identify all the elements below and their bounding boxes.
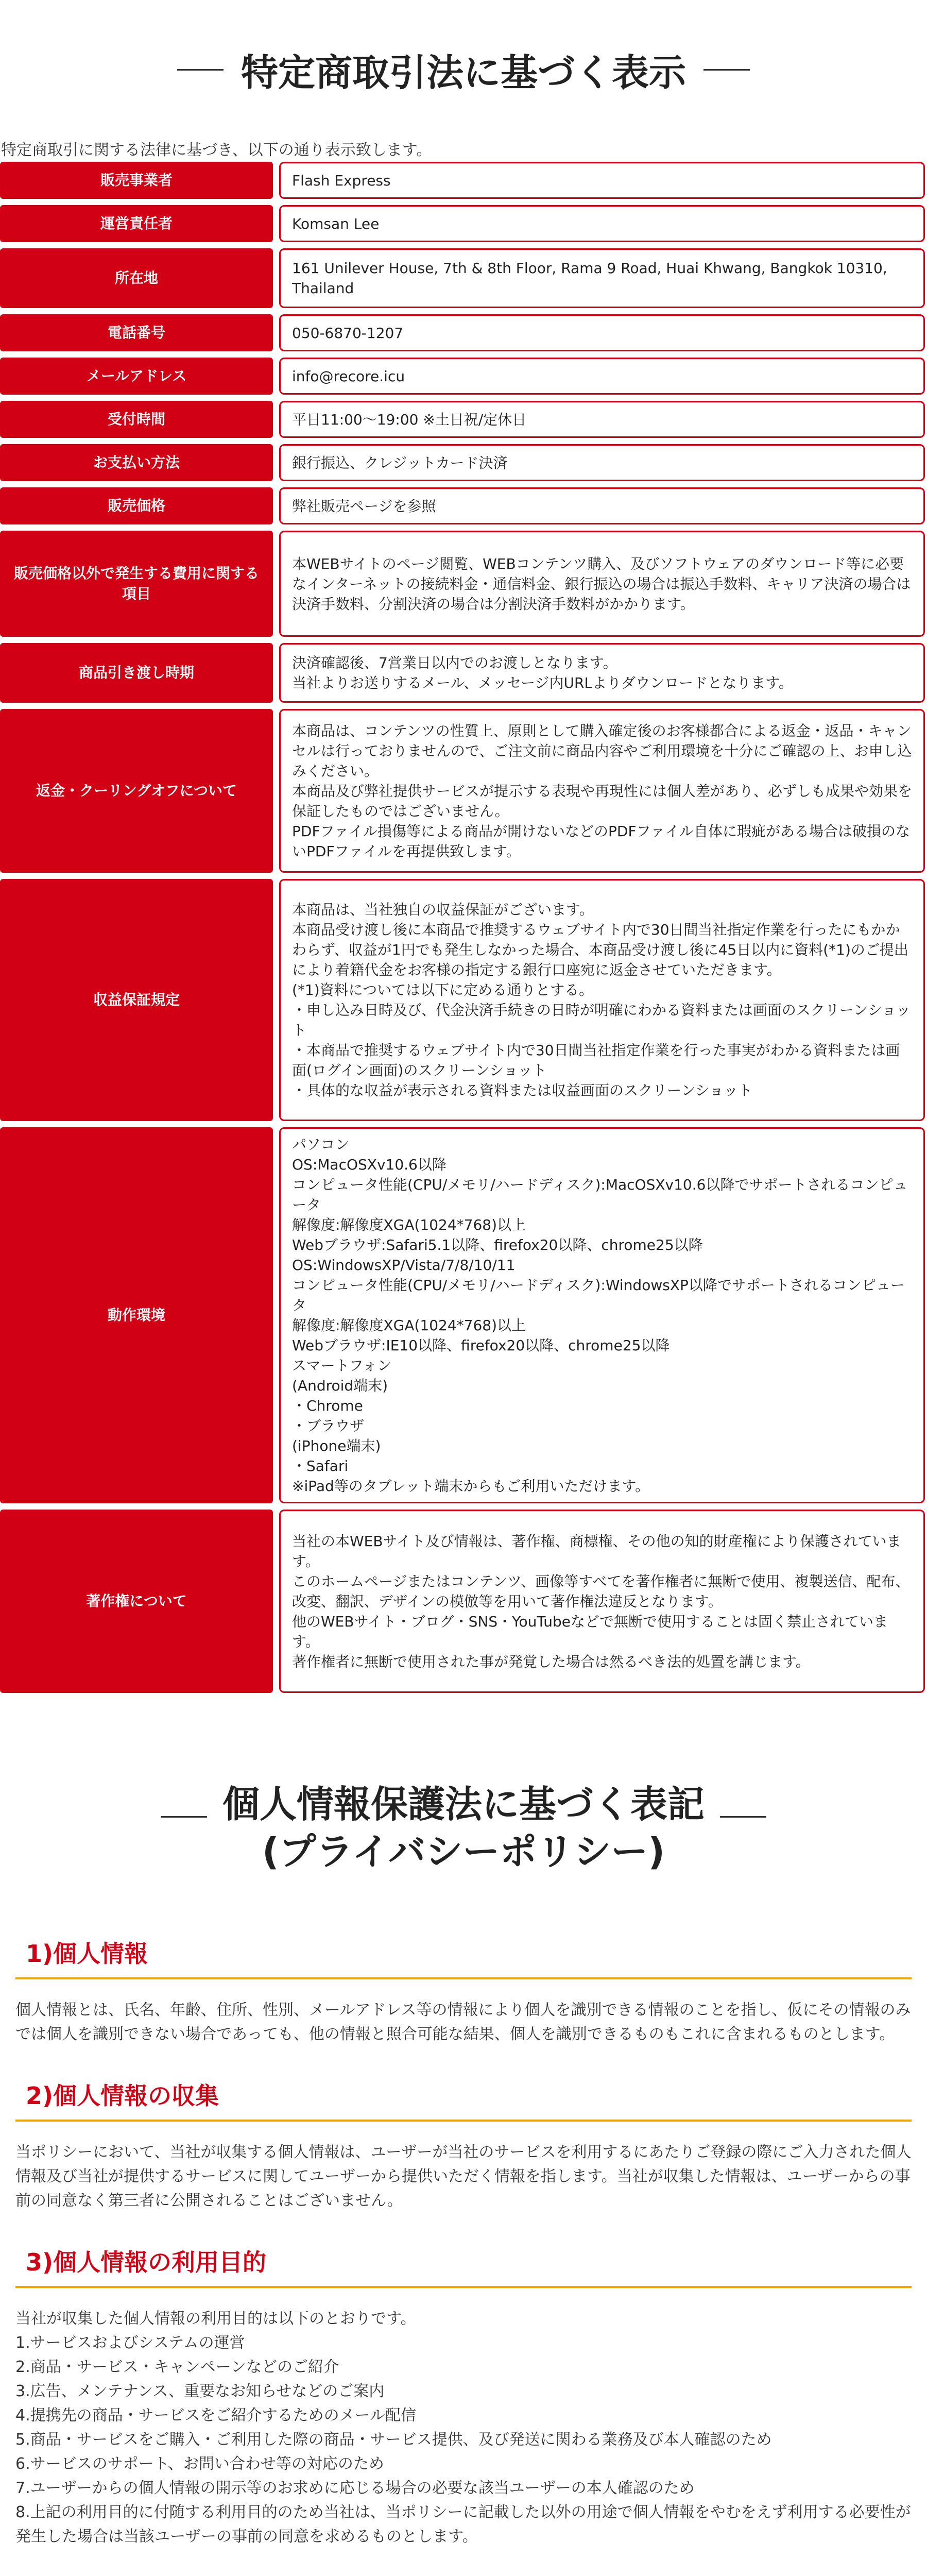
section-body: 当社が収集した個人情報の利用目的は以下のとおりです。 1.サービスおよびシステムの運営 2.商品・サービス・キャンペーンなどのご紹介 3.広告、メンテナンス、重要なお知らせなどのご案内 4.提携先の商品・サービスをご紹介するためのメール配信 5.商品・サービスをご購入・ご利用した際の商品・サービス提供、及び発送に関わる業務及び本人確認のため 6.サービスのサポート、お問い合わせ等の対応のため 7.ユーザーからの個人情報の開示等のお求めに応じる場合の必要な該当ユーザーの本人確認のため 8.上記の利用目的に付随する利用目的のため当社は、当ポリシーに記載した以外の用途で個人情報をやむをえず利用する必要性が発生した場合は当該ユーザーの事前の同意を求めるものとします。 <box>15 2310 911 2546</box>
privacy-subtitle: (プライバシーポリシー) <box>262 1830 665 1873</box>
table-row <box>0 205 925 242</box>
title-rule-right <box>703 69 750 71</box>
privacy-title-text: 個人情報保護法に基づく表記 <box>222 1783 705 1826</box>
row-value: info@recore.icu <box>279 358 925 395</box>
row-value: 050-6870-1207 <box>279 314 925 351</box>
table-row <box>0 358 925 395</box>
table-row <box>0 401 925 438</box>
table-row <box>0 248 925 308</box>
table-row <box>0 487 925 524</box>
row-label: メールアドレス <box>0 358 273 395</box>
table-row <box>0 444 925 481</box>
row-value: 本商品は、コンテンツの性質上、原則として購入確定後のお客様都合による返金・返品・キャンセルは行っておりませんので、ご注文前に商品内容やご利用環境を十分にご確認の上、お申し込みください。 本商品及び弊社提供サービスが提示する表現や再現性には個人差があり、必ずしも成果や効果を保証したものではございません。 PDFファイル損傷等による商品が開けないなどのPDFファイル自体に瑕疵がある場合は破損のないPDFファイルを再提供致します。 <box>279 709 925 873</box>
row-label: 電話番号 <box>0 314 273 351</box>
row-value: 本商品は、当社独自の収益保証がございます。 本商品受け渡し後に本商品で推奨するウェブサイト内で30日間当社指定作業を行ったにもかかわらず、収益が1円でも発生しなかった場合、本商品受け渡し後に45日以内に資料(*1)のご提出により着籍代金をお客様の指定する銀行口座宛に返金させていただきます。 (*1)資料については以下に定める通りとする。 ・申し込み日時及び、代金決済手続きの日時が明確にわかる資料または画面のスクリーンショット ・本商品で推奨するウェブサイト内で30日間当社指定作業を行った事実がわかる資料または画面(ログイン画面)のスクリーンショット ・具体的な収益が表示される資料または収益画面のスクリーンショット <box>279 879 925 1121</box>
row-value: 平日11:00～19:00 ※土日祝/定休日 <box>279 401 925 438</box>
row-label: 運営責任者 <box>0 205 273 242</box>
privacy-section <box>0 2077 927 2213</box>
title-rule-left <box>177 69 224 71</box>
row-label: 著作権について <box>0 1510 273 1693</box>
privacy-section <box>0 1935 927 2046</box>
row-value: Flash Express <box>279 162 925 199</box>
table-row <box>0 1127 925 1503</box>
table-row <box>0 531 925 637</box>
table-row <box>0 879 925 1121</box>
page-title <box>0 0 927 139</box>
row-label: 所在地 <box>0 248 273 308</box>
row-label: 受付時間 <box>0 401 273 438</box>
intro-text: 特定商取引に関する法律に基づき、以下の通り表示致します。 <box>1 141 432 159</box>
section-body: 個人情報とは、氏名、年齢、住所、性別、メールアドレス等の情報により個人を識別できる情報のことを指し、仮にその情報のみでは個人を識別できない場合であっても、他の情報と照合可能な結果、個人を識別できるものもこれに含まれるものとします。 <box>15 2001 911 2043</box>
row-label: お支払い方法 <box>0 444 273 481</box>
table-row <box>0 709 925 873</box>
title-rule-right <box>720 1816 766 1818</box>
section-heading: 2)個人情報の収集 <box>15 2077 912 2122</box>
commerce-table <box>0 162 925 1693</box>
row-value: Komsan Lee <box>279 205 925 242</box>
section-heading: 3)個人情報の利用目的 <box>15 2244 912 2288</box>
table-row <box>0 314 925 351</box>
table-row <box>0 643 925 703</box>
section-heading: 1)個人情報 <box>15 1935 912 1979</box>
section-body: 当ポリシーにおいて、当社が収集する個人情報は、ユーザーが当社のサービスを利用するにあたりご登録の際にご入力された個人情報及び当社が提供するサービスに関してユーザーから提供いただく情報を指します。当社が収集した情報は、ユーザーからの事前の同意なく第三者に公開されることはございません。 <box>15 2143 912 2210</box>
row-label: 返金・クーリングオフについて <box>0 709 273 873</box>
row-label: 動作環境 <box>0 1127 273 1503</box>
row-value: 弊社販売ページを参照 <box>279 487 925 524</box>
row-value: パソコン OS:MacOSXv10.6以降 コンピュータ性能(CPU/メモリ/ハードディスク):MacOSXv10.6以降でサポートされるコンピュータ 解像度:解像度XGA(1024*768)以上 Webブラウザ:Safari5.1以降、firefox20以降、chrome25以降 OS:WindowsXP/Vista/7/8/10/11 コンピュータ性能(CPU/メモリ/ハードディスク):WindowsXP以降でサポートされるコンピュータ 解像度:解像度XGA(1024*768)以上 Webブラウザ:IE10以降、firefox20以降、chrome25以降 スマートフォン (Android端末) ・Chrome ・ブラウザ (iPhone端末) ・Safari ※iPad等のタブレット端末からもご利用いただけます。 <box>279 1127 925 1503</box>
row-value: 本WEBサイトのページ閲覧、WEBコンテンツ購入、及びソフトウェアのダウンロード等に必要なインターネットの接続料金・通信料金、銀行振込の場合は振込手数料、キャリア決済の場合は決済手数料、分割決済の場合は分割決済手数料がかかります。 <box>279 531 925 637</box>
row-value: 当社の本WEBサイト及び情報は、著作権、商標権、その他の知的財産権により保護されています。 このホームページまたはコンテンツ、画像等すべてを著作権者に無断で使用、複製送信、配布、改変、翻訳、デザインの模倣等を用いて著作権法違反となります。 他のWEBサイト・ブログ・SNS・YouTubeなどで無断で使用することは固く禁止されています。 著作権者に無断で使用された事が発覚した場合は然るべき法的処置を講じます。 <box>279 1510 925 1693</box>
privacy-title-line1 <box>0 1781 927 1828</box>
page-title-text: 特定商取引法に基づく表示 <box>241 51 686 94</box>
row-label: 販売事業者 <box>0 162 273 199</box>
row-label: 販売価格以外で発生する費用に関する項目 <box>0 531 273 637</box>
row-label: 商品引き渡し時期 <box>0 643 273 703</box>
row-value: 決済確認後、7営業日以内でのお渡しとなります。 当社よりお送りするメール、メッセージ内URLよりダウンロードとなります。 <box>279 643 925 703</box>
row-value: 161 Unilever House, 7th & 8th Floor, Rama 9 Road, Huai Khwang, Bangkok 10310, Thailand <box>279 248 925 308</box>
row-value: 銀行振込、クレジットカード決済 <box>279 444 925 481</box>
row-label: 収益保証規定 <box>0 879 273 1121</box>
privacy-section <box>0 2244 927 2549</box>
title-rule-left <box>161 1816 207 1818</box>
privacy-title <box>0 1781 927 1935</box>
table-row <box>0 1510 925 1693</box>
row-label: 販売価格 <box>0 487 273 524</box>
table-row <box>0 162 925 199</box>
